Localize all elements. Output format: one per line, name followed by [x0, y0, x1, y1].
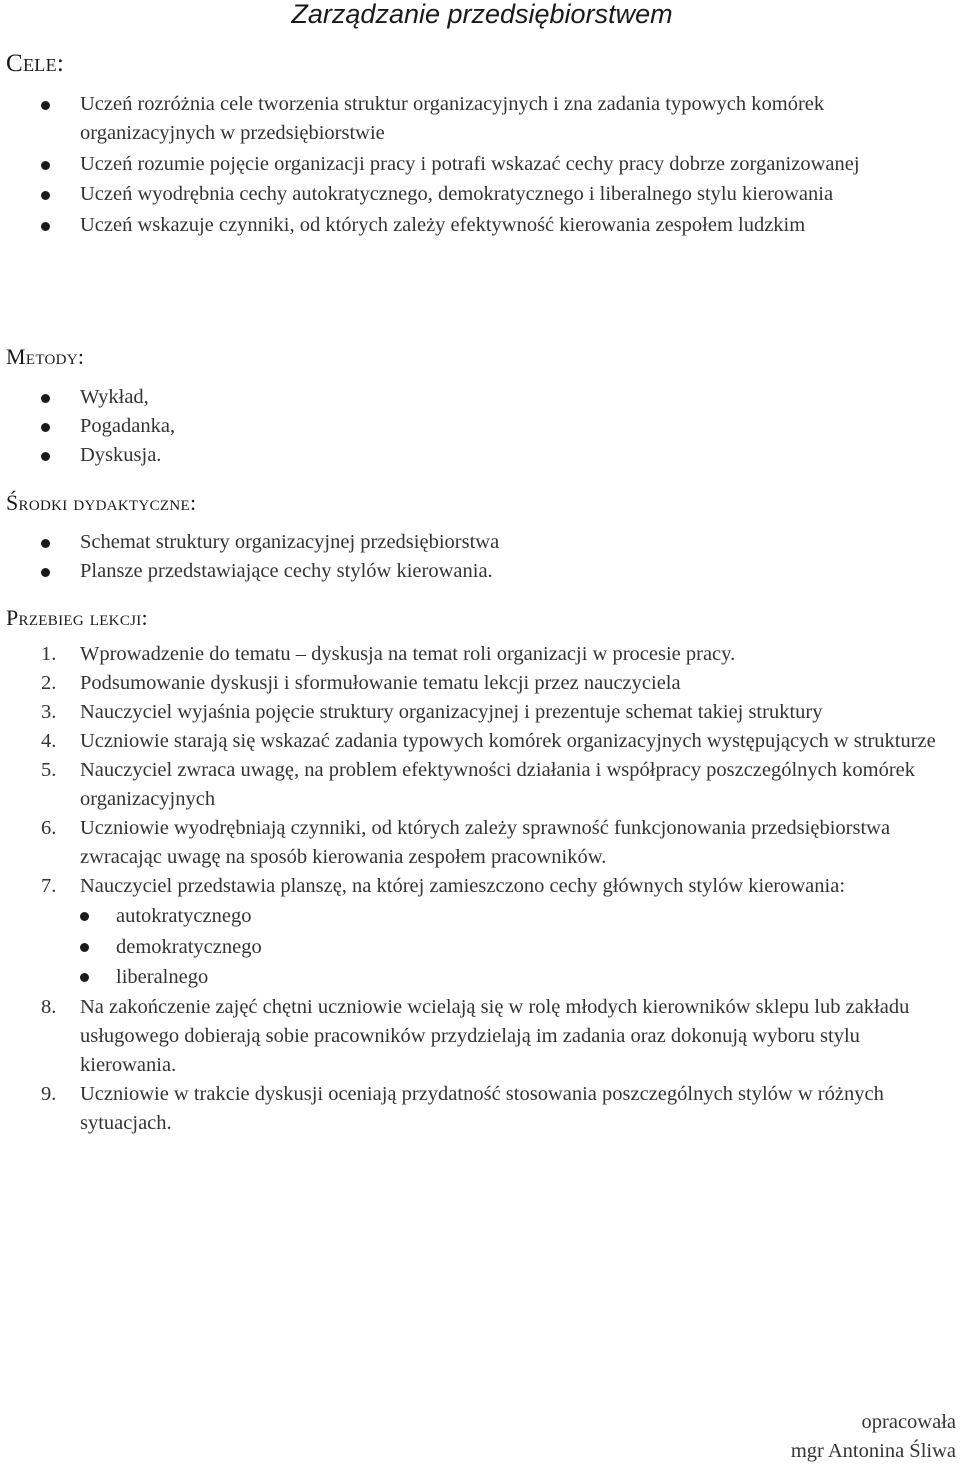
- step-number: 6.: [41, 817, 57, 839]
- list-item: Uczeń rozróżnia cele tworzenia struktur organizacyjnych i zna zadania typowych komórek organizacyjnych w przedsiębiorstwie: [0, 90, 940, 148]
- step-text: Uczniowie starają się wskazać zadania typowych komórek organizacyjnych występujących w strukturze: [80, 730, 936, 752]
- step-text: Nauczyciel wyjaśnia pojęcie struktury organizacyjnej i prezentuje schemat takiej struktury: [80, 701, 823, 723]
- list-item: [0, 640, 960, 669]
- signature-author: mgr Antonina Śliwa: [790, 1440, 956, 1462]
- step-text: Uczniowie w trakcie dyskusji oceniają przydatność stosowania poszczególnych stylów w różnych sytuacjach.: [80, 1082, 884, 1134]
- step-number: 3.: [41, 701, 57, 723]
- przebieg-list: [0, 640, 960, 1138]
- list-item: Plansze przedstawiające cechy stylów kierowania.: [0, 557, 900, 586]
- heading-przebieg-lekcji: Przebieg lekcji:: [6, 605, 148, 630]
- step-text: Uczniowie wyodrębniają czynniki, od których zależy sprawność funkcjonowania przedsiębiorstwa zwracając uwagę na sposób kierowania zespołem pracowników.: [80, 817, 891, 868]
- list-item: Pogadanka,: [0, 412, 900, 441]
- step-number: 1.: [41, 643, 57, 665]
- list-item: [0, 669, 960, 698]
- list-item: Uczeń wskazuje czynniki, od których zależy efektywność kierowania zespołem ludzkim: [0, 211, 940, 240]
- heading-metody: Metody:: [6, 344, 85, 369]
- metody-list: [0, 383, 900, 470]
- step-number: 4.: [41, 730, 57, 752]
- step-number: 9.: [41, 1082, 57, 1105]
- list-item: [0, 814, 960, 872]
- heading-srodki-dydaktyczne: Środki dydaktyczne:: [6, 490, 197, 515]
- cele-list: [0, 90, 940, 241]
- list-item: Uczeń rozumie pojęcie organizacji pracy i potrafi wskazać cechy pracy dobrze zorganizowanej: [0, 150, 940, 179]
- list-item: Wykład,: [0, 383, 900, 412]
- step-text: Podsumowanie dyskusji i sformułowanie tematu lekcji przez nauczyciela: [80, 672, 681, 694]
- list-item: [0, 727, 960, 756]
- list-item: autokratycznego: [80, 901, 960, 932]
- heading-cele: Cele:: [6, 50, 65, 77]
- step-text: Wprowadzenie do tematu – dyskusja na temat roli organizacji w procesie pracy.: [80, 643, 736, 665]
- list-item: [0, 872, 960, 993]
- step-number: 2.: [41, 672, 57, 694]
- list-item: [0, 1080, 960, 1138]
- list-item: Schemat struktury organizacyjnej przedsiębiorstwa: [0, 528, 900, 557]
- list-item: Uczeń wyodrębnia cechy autokratycznego, demokratycznego i liberalnego stylu kierowania: [0, 180, 940, 209]
- step-text: Na zakończenie zajęć chętni uczniowie wcielają się w rolę młodych kierowników sklepu lub zakładu usługowego dobierają sobie pracowników przydzielają im zadania oraz dokonują wyboru stylu kierowania.: [80, 995, 910, 1076]
- document-title: Zarządzanie przedsiębiorstwem: [291, 0, 673, 29]
- step-text: Nauczyciel zwraca uwagę, na problem efektywności działania i współpracy poszczególnych komórek organizacyjnych: [80, 759, 916, 810]
- list-item: [0, 698, 960, 727]
- srodki-list: [0, 528, 900, 586]
- list-item: [0, 993, 960, 1080]
- step-text: Nauczyciel przedstawia planszę, na której zamieszczono cechy głównych stylów kierowania:: [80, 875, 846, 897]
- list-item: demokratycznego: [80, 932, 960, 963]
- styles-sublist: [80, 901, 960, 993]
- step-number: 7.: [41, 875, 57, 897]
- list-item: Dyskusja.: [0, 441, 900, 470]
- list-item: [0, 756, 960, 814]
- step-number: 5.: [41, 759, 57, 781]
- signature-label: opracowała: [861, 1411, 956, 1433]
- list-item: liberalnego: [80, 962, 960, 993]
- step-number: 8.: [41, 995, 57, 1018]
